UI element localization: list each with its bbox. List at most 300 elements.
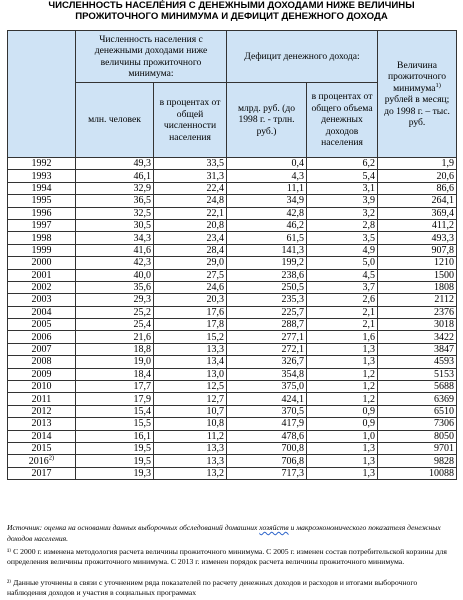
cell-subsistence-value: 5688 — [434, 381, 455, 393]
cell-year — [8, 418, 76, 430]
cell-deficit — [227, 232, 307, 244]
statistics-table — [7, 30, 457, 480]
cell-percent-population-value: 17,8 — [206, 319, 225, 331]
cell-subsistence-value: 10088 — [429, 467, 455, 479]
cell-year — [8, 405, 76, 417]
cell-percent-income-value: 4,5 — [362, 269, 376, 281]
cell-percent-population-value: 24,8 — [206, 195, 225, 207]
cell-year-value: 1994 — [31, 182, 52, 194]
cell-percent-income-value: 1,3 — [362, 467, 376, 479]
cell-millions-value: 32,5 — [133, 207, 151, 219]
cell-percent-population — [154, 381, 227, 393]
cell-deficit-value: 706,8 — [281, 455, 305, 467]
cell-subsistence-value: 1500 — [434, 269, 455, 281]
cell-subsistence — [378, 158, 457, 170]
table-row — [8, 343, 457, 355]
cell-deficit — [227, 244, 307, 256]
cell-percent-income — [307, 356, 378, 368]
cell-percent-population — [154, 467, 227, 479]
cell-percent-income-value: 0,9 — [362, 406, 376, 417]
cell-subsistence-value: 907,8 — [431, 244, 455, 256]
table-row — [8, 257, 457, 269]
cell-deficit-value: 375,0 — [281, 381, 305, 393]
cell-subsistence — [378, 232, 457, 244]
cell-percent-population — [154, 442, 227, 454]
cell-percent-income-value: 1,2 — [362, 393, 376, 405]
table-row — [8, 232, 457, 244]
cell-deficit — [227, 455, 307, 467]
cell-year — [8, 430, 76, 442]
cell-subsistence-value: 9701 — [434, 443, 455, 455]
cell-millions — [76, 393, 154, 405]
cell-millions — [76, 182, 154, 194]
cell-percent-population — [154, 356, 227, 368]
cell-year-value: 2000 — [31, 257, 52, 269]
cell-subsistence-value: 6369 — [434, 393, 455, 405]
cell-percent-income-value: 1,6 — [362, 331, 376, 343]
cell-percent-income-value: 2,8 — [362, 220, 376, 232]
cell-percent-population-value: 15,2 — [206, 331, 225, 343]
cell-millions-value: 36,5 — [133, 195, 151, 207]
cell-percent-income — [307, 207, 378, 219]
cell-year — [8, 442, 76, 454]
cell-subsistence — [378, 418, 457, 430]
cell-year-value: 2013 — [31, 418, 52, 430]
cell-percent-population — [154, 294, 227, 306]
cell-percent-population-value: 29,0 — [206, 257, 225, 269]
cell-deficit — [227, 195, 307, 207]
cell-percent-population-value: 20,3 — [206, 294, 225, 306]
cell-year-value: 2011 — [31, 393, 52, 405]
cell-percent-population-value: 10,8 — [206, 418, 225, 430]
cell-millions-value: 42,3 — [133, 257, 151, 269]
cell-subsistence-value: 4593 — [434, 356, 455, 368]
cell-percent-population-value: 17,6 — [206, 306, 225, 318]
table-row — [8, 368, 457, 380]
cell-deficit-value: 288,7 — [281, 319, 305, 331]
cell-deficit — [227, 158, 307, 170]
cell-deficit-value: 225,7 — [281, 306, 305, 318]
cell-year-value: 2017 — [31, 467, 52, 479]
cell-year-value: 2002 — [31, 282, 52, 294]
cell-percent-income-value: 1,3 — [362, 356, 376, 368]
cell-percent-income — [307, 418, 378, 430]
cell-subsistence-value: 2112 — [434, 294, 455, 306]
cell-percent-income — [307, 269, 378, 281]
cell-subsistence-value: 8050 — [434, 430, 455, 442]
cell-percent-income-value: 1,0 — [362, 430, 376, 442]
cell-subsistence-value: 6510 — [434, 406, 455, 417]
cell-deficit-value: 34,9 — [286, 195, 305, 207]
cell-millions — [76, 158, 154, 170]
cell-millions — [76, 381, 154, 393]
cell-subsistence — [378, 467, 457, 479]
cell-millions — [76, 257, 154, 269]
cell-percent-income — [307, 467, 378, 479]
cell-subsistence — [378, 405, 457, 417]
cell-millions-value: 35,6 — [133, 282, 151, 294]
cell-percent-income — [307, 232, 378, 244]
cell-percent-population-value: 33,5 — [206, 158, 225, 170]
cell-year — [8, 269, 76, 281]
cell-deficit — [227, 294, 307, 306]
table-row — [8, 306, 457, 318]
cell-subsistence — [378, 393, 457, 405]
cell-year-value: 1998 — [31, 232, 52, 244]
cell-percent-population — [154, 405, 227, 417]
cell-year — [8, 219, 76, 231]
source-text-b: и макроэкономического показателя денежных доходов населения. — [7, 523, 441, 543]
cell-percent-income — [307, 281, 378, 293]
cell-percent-population — [154, 281, 227, 293]
table-title — [0, 0, 463, 22]
cell-year-value: 2010 — [31, 381, 52, 393]
cell-percent-income — [307, 455, 378, 467]
cell-deficit — [227, 430, 307, 442]
cell-subsistence — [378, 356, 457, 368]
source-note — [7, 523, 456, 544]
cell-percent-income — [307, 294, 378, 306]
cell-deficit-value: 277,1 — [281, 331, 305, 343]
cell-subsistence-value: 9828 — [434, 455, 455, 467]
cell-percent-population — [154, 195, 227, 207]
cell-percent-population-value: 13,4 — [206, 356, 225, 368]
table-body — [8, 158, 457, 480]
cell-percent-income — [307, 405, 378, 417]
cell-year-value: 2005 — [31, 319, 52, 331]
cell-deficit — [227, 306, 307, 318]
cell-subsistence — [378, 319, 457, 331]
cell-percent-income-value: 3,5 — [362, 232, 376, 244]
cell-percent-income — [307, 182, 378, 194]
cell-millions — [76, 306, 154, 318]
cell-subsistence — [378, 269, 457, 281]
cell-millions-value: 19,3 — [133, 467, 151, 479]
cell-subsistence — [378, 381, 457, 393]
table-row — [8, 281, 457, 293]
cell-millions — [76, 195, 154, 207]
cell-subsistence-value: 369,4 — [431, 207, 455, 219]
cell-percent-income-value: 3,1 — [362, 182, 376, 194]
cell-subsistence-value: 3422 — [434, 331, 455, 343]
cell-deficit — [227, 219, 307, 231]
cell-millions — [76, 294, 154, 306]
cell-millions-value: 21,6 — [133, 331, 151, 343]
cell-percent-income-value: 5,4 — [362, 170, 376, 182]
cell-year-value: 1995 — [31, 195, 52, 207]
header-bln-rub: млрд. руб. (до 1998 г. - трлн. руб.) — [227, 83, 307, 158]
cell-year-value: 1992 — [31, 158, 52, 170]
cell-percent-population — [154, 319, 227, 331]
footnote-1: ¹⁾ С 2000 г. изменена методология расчета величины прожиточного минимума. С 2005 г. изменен состав потребительской корзины для определения величины прожиточного минимума. С 2013 г. изменен порядок расчета величины прожиточного минимума. — [7, 547, 447, 567]
cell-subsistence-value: 5153 — [434, 368, 455, 380]
cell-subsistence — [378, 195, 457, 207]
cell-deficit — [227, 418, 307, 430]
cell-millions — [76, 207, 154, 219]
cell-millions-value: 40,0 — [133, 269, 151, 281]
cell-percent-income — [307, 306, 378, 318]
cell-percent-population — [154, 306, 227, 318]
cell-millions — [76, 405, 154, 417]
cell-millions-value: 17,9 — [133, 393, 151, 405]
cell-deficit-value: 417,9 — [281, 418, 305, 430]
cell-subsistence — [378, 343, 457, 355]
cell-percent-population-value: 24,6 — [206, 282, 225, 294]
cell-year — [8, 244, 76, 256]
cell-subsistence — [378, 442, 457, 454]
table-row — [8, 331, 457, 343]
cell-year — [8, 356, 76, 368]
cell-percent-income — [307, 195, 378, 207]
cell-millions — [76, 281, 154, 293]
cell-deficit-value: 717,3 — [281, 467, 305, 479]
title-line-1: ЧИСЛЕННОСТЬ НАСЕЛЕ́НИЯ С ДЕНЕЖНЫМИ ДОХОДАМИ НИЖЕ ВЕЛИЧИНЫ — [48, 0, 415, 11]
cell-deficit-value: 11,1 — [286, 182, 305, 194]
cell-deficit — [227, 281, 307, 293]
table-row — [8, 158, 457, 170]
cell-subsistence — [378, 455, 457, 467]
cell-subsistence — [378, 430, 457, 442]
cell-deficit-value: 478,6 — [281, 430, 305, 442]
table-row — [8, 356, 457, 368]
cell-millions-value: 49,3 — [133, 158, 151, 170]
cell-subsistence — [378, 294, 457, 306]
table-row — [8, 244, 457, 256]
cell-millions — [76, 170, 154, 182]
cell-percent-population — [154, 207, 227, 219]
header-year-cell — [8, 31, 76, 158]
cell-year-value: 2012 — [31, 406, 52, 417]
cell-percent-income-value: 3,2 — [362, 207, 376, 219]
cell-percent-income-value: 5,0 — [362, 257, 376, 269]
source-text-a: оценка на основании данных выборочных обследований домашних — [42, 523, 260, 532]
cell-percent-population — [154, 170, 227, 182]
cell-percent-population-value: 12,7 — [206, 393, 225, 405]
cell-year — [8, 343, 76, 355]
cell-deficit — [227, 207, 307, 219]
cell-percent-income — [307, 170, 378, 182]
cell-millions-value: 34,3 — [133, 232, 151, 244]
cell-subsistence — [378, 257, 457, 269]
cell-percent-population — [154, 244, 227, 256]
table-row — [8, 381, 457, 393]
cell-percent-income-value: 2,1 — [362, 306, 376, 318]
cell-percent-population — [154, 257, 227, 269]
cell-year — [8, 393, 76, 405]
cell-deficit-value: 42,8 — [286, 207, 305, 219]
cell-deficit — [227, 405, 307, 417]
cell-percent-income — [307, 257, 378, 269]
cell-year — [8, 331, 76, 343]
cell-subsistence — [378, 306, 457, 318]
cell-percent-population — [154, 158, 227, 170]
cell-year-value: 2016 — [28, 455, 49, 467]
cell-year — [8, 281, 76, 293]
cell-deficit-value: 0,4 — [291, 158, 305, 170]
cell-percent-population-value: 10,7 — [206, 406, 225, 417]
cell-year-value: 2003 — [31, 294, 52, 306]
cell-subsistence-value: 20,6 — [436, 170, 455, 182]
table-header — [8, 31, 457, 158]
cell-deficit-value: 61,5 — [286, 232, 305, 244]
cell-percent-income — [307, 393, 378, 405]
cell-year — [8, 294, 76, 306]
cell-millions-value: 18,8 — [133, 344, 151, 356]
cell-percent-income-value: 1,3 — [362, 344, 376, 356]
cell-deficit-value: 272,1 — [281, 344, 305, 356]
cell-millions-value: 15,5 — [133, 418, 151, 430]
cell-percent-population — [154, 418, 227, 430]
cell-deficit-value: 199,2 — [281, 257, 305, 269]
cell-millions-value: 19,0 — [133, 356, 151, 368]
cell-subsistence-value: 493,3 — [431, 232, 455, 244]
cell-millions — [76, 232, 154, 244]
cell-deficit-value: 4,3 — [291, 170, 305, 182]
table-row — [8, 405, 457, 417]
cell-year-value: 2008 — [31, 356, 52, 368]
cell-percent-population-value: 23,4 — [206, 232, 225, 244]
cell-year-value: 2015 — [31, 443, 52, 455]
cell-millions — [76, 219, 154, 231]
cell-subsistence-value: 1,9 — [441, 158, 455, 170]
cell-year — [8, 306, 76, 318]
cell-year — [8, 232, 76, 244]
cell-year — [8, 319, 76, 331]
cell-percent-income-value: 2,1 — [362, 319, 376, 331]
cell-subsistence-value: 86,6 — [436, 182, 455, 194]
cell-deficit — [227, 331, 307, 343]
title-line-2: ПРОЖИТОЧНОГО МИНИМУМА И ДЕФИЦИТ ДЕНЕЖНОГО ДОХОДА — [75, 11, 388, 22]
cell-millions-value: 25,4 — [133, 319, 151, 331]
cell-deficit-value: 235,3 — [281, 294, 305, 306]
cell-deficit — [227, 442, 307, 454]
cell-percent-population — [154, 219, 227, 231]
cell-deficit-value: 238,6 — [281, 269, 305, 281]
cell-year — [8, 158, 76, 170]
cell-percent-population — [154, 343, 227, 355]
cell-millions-value: 19,5 — [133, 443, 151, 455]
cell-percent-income-value: 3,9 — [362, 195, 376, 207]
cell-millions-value: 29,3 — [133, 294, 151, 306]
cell-percent-income-value: 1,2 — [362, 381, 376, 393]
cell-percent-income — [307, 381, 378, 393]
cell-year-value: 1997 — [31, 220, 52, 232]
cell-subsistence-value: 3018 — [434, 319, 455, 331]
header-population-group: Численность населения с денежными доходами ниже величины прожиточного минимума: — [76, 31, 227, 83]
source-text-spellcheck: хозяйств — [259, 523, 289, 532]
cell-percent-income-value: 3,7 — [362, 282, 376, 294]
cell-percent-population-value: 31,3 — [206, 170, 225, 182]
table-row — [8, 182, 457, 194]
header-percent-population: в процентах от общей численности населения — [154, 83, 227, 158]
cell-year-value: 2006 — [31, 331, 52, 343]
cell-deficit-value: 46,2 — [286, 220, 305, 232]
cell-year — [8, 368, 76, 380]
cell-deficit — [227, 356, 307, 368]
cell-deficit — [227, 381, 307, 393]
cell-percent-population — [154, 269, 227, 281]
cell-percent-income-value: 1,3 — [362, 455, 376, 467]
cell-percent-income — [307, 430, 378, 442]
table-row — [8, 219, 457, 231]
table-row — [8, 294, 457, 306]
cell-deficit — [227, 269, 307, 281]
cell-deficit-value: 354,8 — [281, 368, 305, 380]
cell-percent-population — [154, 182, 227, 194]
table-row — [8, 319, 457, 331]
cell-deficit-value: 326,7 — [281, 356, 305, 368]
cell-deficit-value: 700,8 — [281, 443, 305, 455]
cell-percent-population-value: 22,4 — [206, 182, 225, 194]
cell-subsistence-value: 1808 — [434, 282, 455, 294]
cell-millions — [76, 455, 154, 467]
cell-millions-value: 18,4 — [133, 368, 151, 380]
cell-percent-income — [307, 219, 378, 231]
table-row — [8, 467, 457, 479]
cell-year — [8, 257, 76, 269]
cell-percent-population — [154, 455, 227, 467]
cell-percent-population-value: 22,1 — [206, 207, 225, 219]
cell-deficit — [227, 343, 307, 355]
table-row — [8, 442, 457, 454]
cell-percent-population-value: 13,0 — [206, 368, 225, 380]
table-row — [8, 455, 457, 467]
cell-deficit-value: 424,1 — [281, 393, 305, 405]
cell-percent-income — [307, 343, 378, 355]
cell-percent-population — [154, 331, 227, 343]
cell-percent-income — [307, 368, 378, 380]
cell-percent-population — [154, 430, 227, 442]
table-row — [8, 170, 457, 182]
header-subsistence-tail: рублей в месяц; до 1998 г. – тыс. руб. — [384, 94, 450, 128]
cell-deficit — [227, 182, 307, 194]
cell-percent-population — [154, 393, 227, 405]
cell-millions — [76, 467, 154, 479]
cell-percent-income — [307, 244, 378, 256]
cell-deficit-value: 250,5 — [281, 282, 305, 294]
cell-deficit — [227, 257, 307, 269]
cell-millions — [76, 418, 154, 430]
cell-percent-income-value: 4,9 — [362, 244, 376, 256]
cell-year-value: 2009 — [31, 368, 52, 380]
table-row — [8, 430, 457, 442]
cell-percent-population — [154, 232, 227, 244]
cell-subsistence-value: 1210 — [434, 257, 455, 269]
cell-percent-population-value: 12,5 — [206, 381, 225, 393]
cell-millions-value: 19,5 — [133, 455, 151, 467]
cell-millions-value: 16,1 — [133, 430, 151, 442]
table-row — [8, 393, 457, 405]
cell-subsistence — [378, 170, 457, 182]
cell-millions — [76, 269, 154, 281]
cell-percent-income-value: 1,2 — [362, 368, 376, 380]
footnote-2: ²⁾ Данные уточнены в связи с уточнением ряда показателей по расчету денежных доходов и расходов и итогами выборочного наблюдения доходов и участия в социальных программах — [7, 578, 418, 598]
cell-subsistence-value: 7306 — [434, 418, 455, 430]
cell-subsistence — [378, 281, 457, 293]
cell-deficit-value: 141,3 — [281, 244, 305, 256]
cell-percent-population — [154, 368, 227, 380]
table-row — [8, 195, 457, 207]
cell-subsistence — [378, 244, 457, 256]
cell-deficit — [227, 319, 307, 331]
cell-deficit — [227, 467, 307, 479]
cell-percent-population-value: 20,8 — [206, 220, 225, 232]
cell-percent-population-value: 13,3 — [206, 344, 225, 356]
cell-millions-value: 17,7 — [133, 381, 151, 393]
cell-percent-income-value: 1,3 — [362, 443, 376, 455]
cell-subsistence — [378, 182, 457, 194]
cell-subsistence-value: 2376 — [434, 306, 455, 318]
